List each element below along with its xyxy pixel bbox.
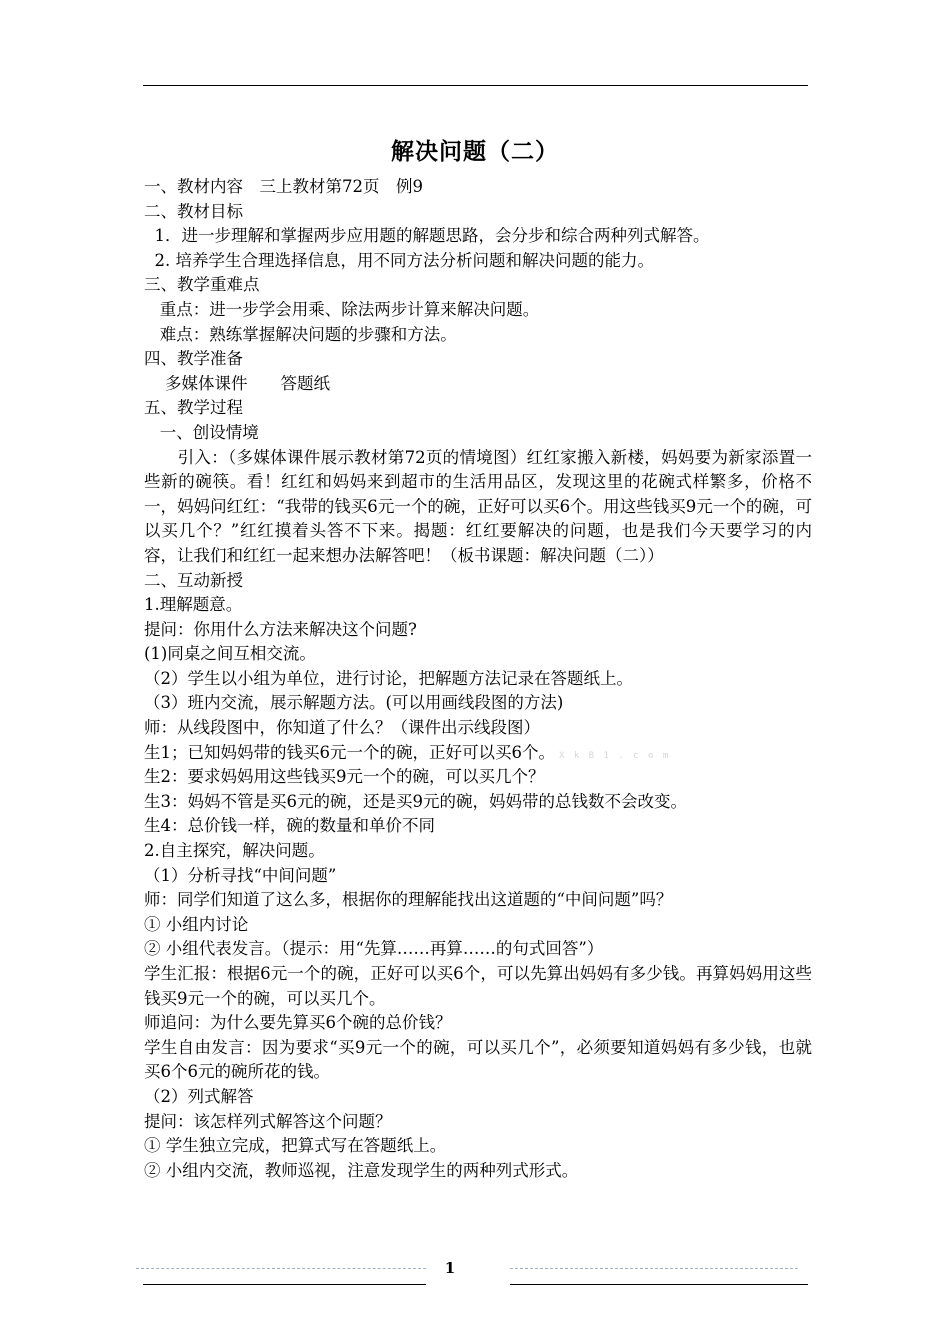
free-speech-paragraph: 学生自由发言：因为要求“买9元一个的碗，可以买几个”，必须要知道妈妈有多少钱，也就买6个6元的碗所花的钱。 — [144, 1037, 812, 1082]
text-line: 多媒体课件 答题纸 — [144, 373, 330, 393]
text-line: 师：同学们知道了这么多，根据你的理解能找出这道题的“中间问题”吗？ — [144, 890, 673, 910]
header-rule — [143, 85, 808, 86]
report-paragraph: 学生汇报：根据6元一个的碗，正好可以买6个，可以先算出妈妈有多少钱。再算妈妈用这些钱买9元一个的碗，可以买几个。 — [144, 964, 812, 1008]
text-line: 1.理解题意。 — [144, 595, 243, 615]
text-line: 生4：总价钱一样，碗的数量和单价不同 — [144, 816, 435, 836]
text-line: 重点：进一步学会用乘、除法两步计算来解决问题。 — [144, 299, 540, 319]
student-1-text: 生1；已知妈妈带的钱买6元一个的碗，正好可以买6个。 — [144, 742, 555, 762]
footer-dash-left — [136, 1268, 426, 1269]
text-line: 四、教学准备 — [144, 349, 243, 369]
text-line: （3）班内交流，展示解题方法。(可以用画线段图的方法) — [144, 693, 564, 713]
text-line: （2）列式解答 — [144, 1086, 254, 1106]
text-line: ② 小组代表发言。（提示：用“先算……再算……的句式回答”） — [144, 939, 604, 959]
text-line: 提问：你用什么方法来解决这个问题? — [144, 619, 417, 639]
intro-paragraph: 引入：（多媒体课件展示教材第72页的情境图）红红家搬入新楼，妈妈要为新家添置一些新的碗筷。看！红红和妈妈来到超市的生活用品区，发现这里的花碗式样繁多，价格不一，妈妈问红红：“我带的钱买6元一个的碗，正好可以买6个。用这些钱买9元一个的碗，可以买几个？”红红摸着头答不下来。揭题：红红要解决的问题，也是我们今天要学习的内容，让我们和红红一起来想办法解答吧！（板书课题：解决问题（二）） — [144, 447, 812, 565]
text-line: 2.自主探究，解决问题。 — [144, 841, 325, 861]
text-line: 难点：熟练掌握解决问题的步骤和方法。 — [144, 324, 457, 344]
text-line: 提问：该怎样列式解答这个问题？ — [144, 1111, 392, 1131]
document-title: 解决问题（二） — [391, 138, 559, 165]
text-line: 三、教学重难点 — [144, 275, 260, 295]
text-line: 生2：要求妈妈用这些钱买9元一个的碗，可以买几个？ — [144, 767, 545, 787]
text-line: 师追问：为什么要先算买6个碗的总价钱？ — [144, 1013, 452, 1033]
text-line: 五、教学过程 — [144, 398, 243, 418]
document-body — [144, 175, 812, 1183]
footer-rule-right — [510, 1284, 808, 1285]
text-line: 2. 培养学生合理选择信息，用不同方法分析问题和解决问题的能力。 — [144, 250, 654, 270]
text-line: 二、教材目标 — [144, 201, 243, 221]
watermark: X k B 1 . c o m — [559, 750, 671, 761]
text-line: ① 小组内讨论 — [144, 914, 249, 934]
footer-dash-right — [510, 1268, 798, 1269]
student-1-line — [144, 741, 812, 766]
text-line: 二、互动新授 — [144, 570, 243, 590]
text-line: (1)同桌之间互相交流。 — [144, 644, 316, 664]
text-line: 一、创设情境 — [144, 422, 259, 442]
text-line: （1）分析寻找“中间问题” — [144, 865, 337, 885]
text-line: ② 小组内交流，教师巡视，注意发现学生的两种列式形式。 — [144, 1160, 579, 1180]
footer-rule-left — [143, 1284, 426, 1285]
text-line: 一、教材内容 三上教材第72页 例9 — [144, 177, 423, 196]
text-line: ① 学生独立完成，把算式写在答题纸上。 — [144, 1136, 447, 1156]
text-line: 生3：妈妈不管是买6元的碗，还是买9元的碗，妈妈带的总钱数不会改变。 — [144, 791, 687, 811]
text-line: 1．进一步理解和掌握两步应用题的解题思路，会分步和综合两种列式解答。 — [144, 226, 710, 246]
page-number: 1 — [444, 1259, 456, 1277]
text-line: （2）学生以小组为单位，进行讨论，把解题方法记录在答题纸上。 — [144, 668, 633, 688]
text-line: 师：从线段图中，你知道了什么？（课件出示线段图） — [144, 718, 540, 738]
